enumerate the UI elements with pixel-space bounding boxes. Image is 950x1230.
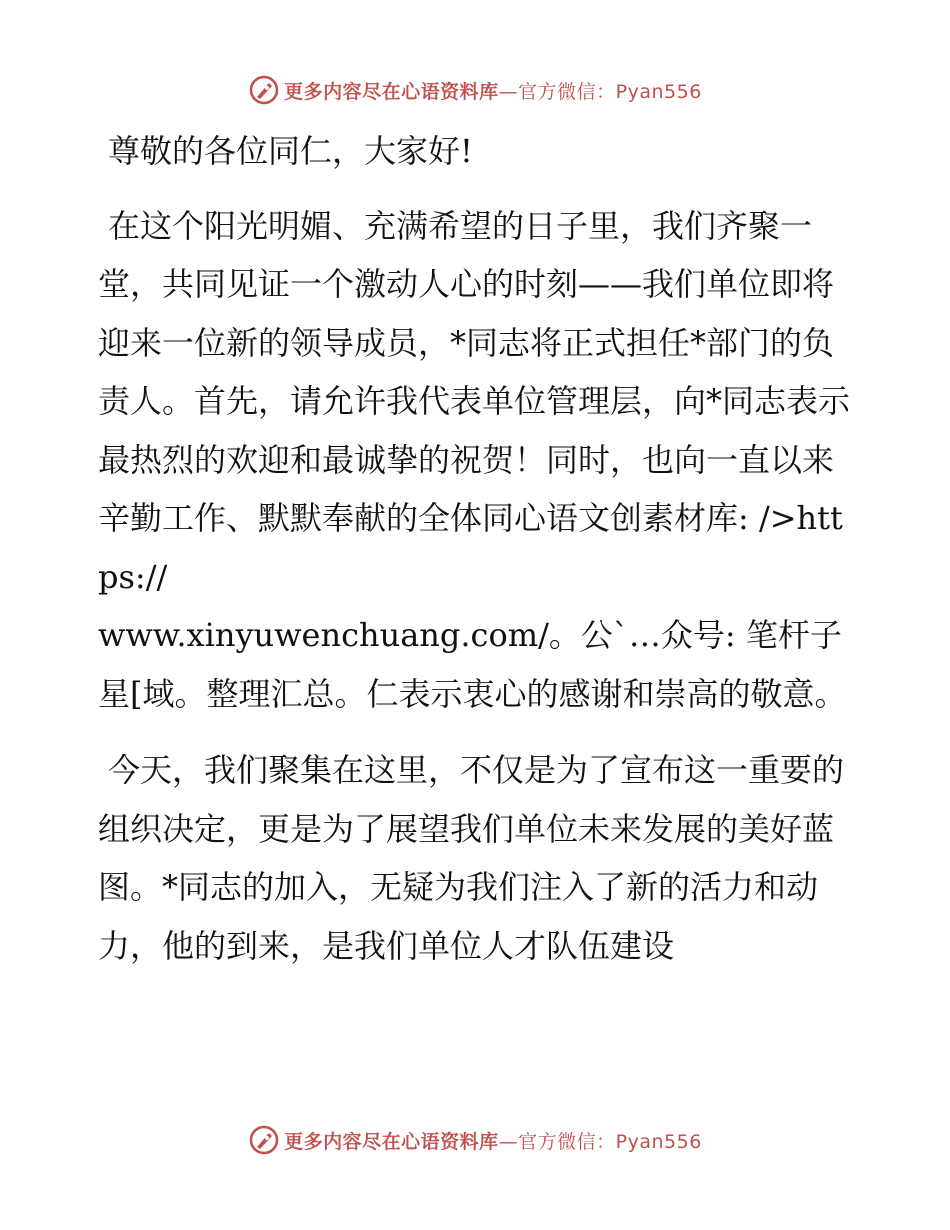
pen-logo-icon [248,74,280,106]
header-text-rest: —官方微信：Pyan556 [498,80,702,103]
footer-text [284,1127,702,1154]
header-text-strong: 更多内容尽在心语资料库 [284,80,499,103]
paragraph-2: 今天，我们聚集在这里，不仅是为了宣布这一重要的组织决定，更是为了展望我们单位未来发展的美好蓝图。*同志的加入，无疑为我们注入了新的活力和动力，他的到来，是我们单位人才队伍建设 [98,751,845,965]
paragraph-1: 在这个阳光明媚、充满希望的日子里，我们齐聚一堂，共同见证一个激动人心的时刻——我们单位即将迎来一位新的领导成员，*同志将正式担任*部门的负责人。首先，请允许我代表单位管理层，向*同志表示最热烈的欢迎和最诚挚的祝贺！同时，也向一直以来辛勤工作、默默奉献的全体同心语文创素材库: />https:// [98,206,851,596]
header-banner [0,70,950,110]
document-body [98,122,850,975]
header-text [284,77,702,104]
footer-banner [0,1120,950,1160]
pen-logo-icon [248,1124,280,1156]
footer-text-rest: —官方微信：Pyan556 [498,1130,702,1153]
greeting: 尊敬的各位同仁，大家好! [108,132,473,170]
paragraph-1-url-line: www.xinyuwenchuang.com/。公`…众号: 笔杆子星[域。整理汇总。仁表示衷心的感谢和崇高的敬意。 [98,616,847,713]
footer-text-strong: 更多内容尽在心语资料库 [284,1130,499,1153]
